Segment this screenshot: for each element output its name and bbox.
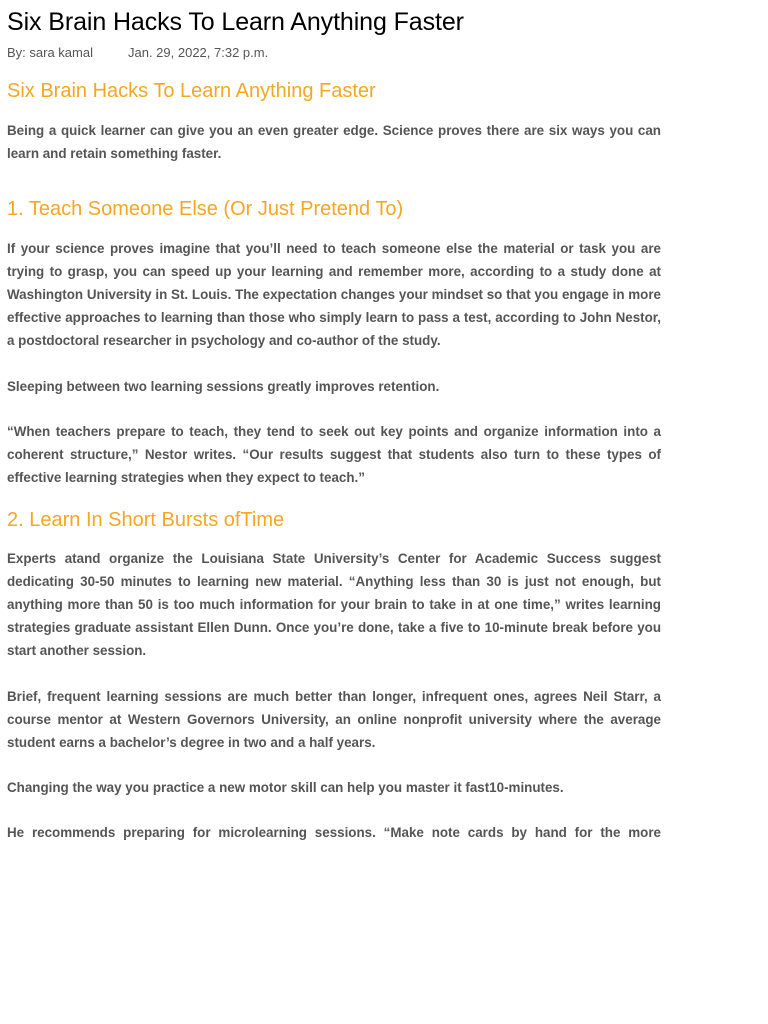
author-byline: By: sara kamal	[7, 45, 93, 60]
section-2-paragraph-4: He recommends preparing for microlearning sessions. “Make note cards by hand for the more	[7, 825, 661, 840]
section-1-paragraph-1: If your science proves imagine that you’ll need to teach someone else the material or task you are trying to grasp, you can speed up your learning and remember more, according to a study done at Washington University in St. Louis. The expectation changes your mindset so that you engage in more effective approaches to learning than those who simply learn to pass a test, according to John Nestor, a postdoctoral researcher in psychology and co-author of the study.	[7, 241, 661, 348]
intro-paragraph: Being a quick learner can give you an even greater edge. Science proves there are six ways you can learn and retain something faster.	[7, 123, 661, 161]
section-1-paragraph-3: “When teachers prepare to teach, they tend to seek out key points and organize information into a coherent structure,” Nestor writes. “Our results suggest that students also turn to these types of effective learning strategies when they expect to teach.”	[7, 424, 661, 485]
section-1-heading: 1. Teach Someone Else (Or Just Pretend To)	[7, 198, 404, 220]
article-subtitle: Six Brain Hacks To Learn Anything Faster	[7, 80, 376, 102]
article-title: Six Brain Hacks To Learn Anything Faster	[7, 8, 464, 36]
section-2-paragraph-1: Experts atand organize the Louisiana State University’s Center for Academic Success suggest dedicating 30-50 minutes to learning new material. “Anything less than 30 is just not enough, but anything more than 50 is too much information for your brain to take in at one time,” writes learning strategies graduate assistant Ellen Dunn. Once you’re done, take a five to 10-minute break before you start another session.	[7, 551, 661, 658]
publish-date: Jan. 29, 2022, 7:32 p.m.	[128, 45, 269, 60]
section-2-heading: 2. Learn In Short Bursts ofTime	[7, 509, 285, 531]
section-1-paragraph-2: Sleeping between two learning sessions greatly improves retention.	[7, 379, 440, 394]
section-2-paragraph-3: Changing the way you practice a new motor skill can help you master it fast10-minutes.	[7, 780, 564, 795]
section-2-paragraph-2: Brief, frequent learning sessions are much better than longer, infrequent ones, agrees Neil Starr, a course mentor at Western Governors University, an online nonprofit university where the average student earns a bachelor’s degree in two and a half years.	[7, 689, 661, 750]
